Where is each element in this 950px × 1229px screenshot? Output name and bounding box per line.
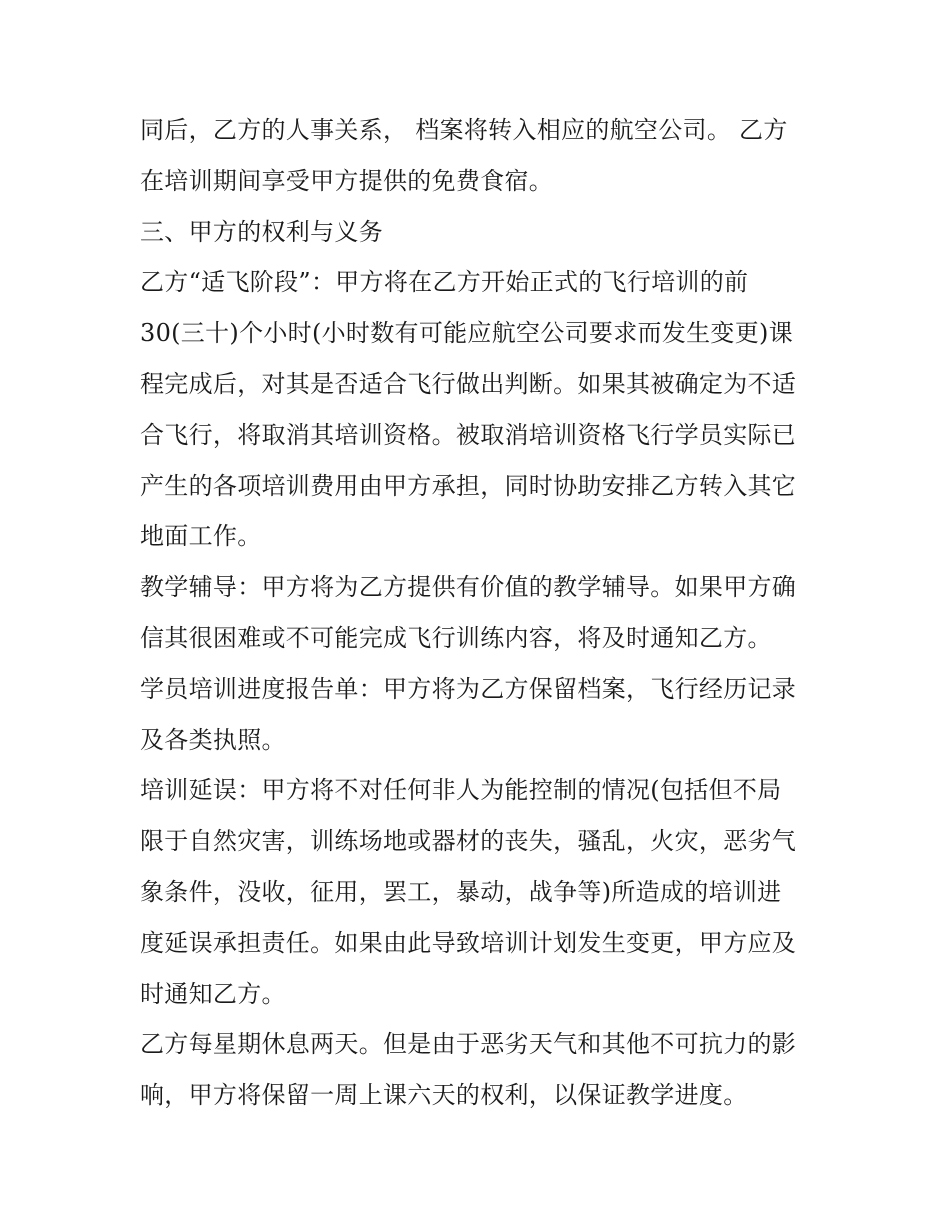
- text-line: 30(三十)个小时(小时数有可能应航空公司要求而发生变更)课: [140, 319, 793, 348]
- text-line: 限于自然灾害，训练场地或器材的丧失，骚乱，火灾，恶劣气: [140, 827, 797, 856]
- text-line: 度延误承担责任。如果由此导致培训计划发生变更，甲方应及: [140, 928, 797, 957]
- text-line: 程完成后，对其是否适合飞行做出判断。如果其被确定为不适: [140, 369, 797, 398]
- document-body: [140, 105, 820, 1121]
- text-line: 及各类执照。: [140, 725, 286, 754]
- text-line: 乙方“适飞阶段”：甲方将在乙方开始正式的飞行培训的前: [140, 268, 749, 297]
- text-line: 教学辅导：甲方将为乙方提供有价值的教学辅导。如果甲方确: [140, 573, 797, 602]
- text-line: 时通知乙方。: [140, 979, 286, 1008]
- text-line: 同后，乙方的人事关系， 档案将转入相应的航空公司。 乙方: [140, 116, 788, 144]
- text-line: 响，甲方将保留一周上课六天的权利，以保证教学进度。: [140, 1081, 748, 1110]
- text-line: 信其很困难或不可能完成飞行训练内容，将及时通知乙方。: [140, 623, 772, 652]
- section-heading: 三、甲方的权利与义务: [140, 217, 383, 246]
- text-line: 培训延误：甲方将不对任何非人为能控制的情况(包括但不局: [140, 776, 782, 805]
- text-line: 产生的各项培训费用由甲方承担，同时协助安排乙方转入其它: [140, 471, 797, 500]
- text-line: 象条件，没收，征用，罢工，暴动，战争等)所造成的培训进: [140, 877, 782, 906]
- text-line: 乙方每星期休息两天。但是由于恶劣天气和其他不可抗力的影: [140, 1030, 797, 1059]
- text-line: 在培训期间享受甲方提供的免费食宿。: [140, 166, 554, 195]
- text-line: 学员培训进度报告单：甲方将为乙方保留档案，飞行经历记录: [140, 674, 797, 703]
- text-line: 地面工作。: [140, 522, 262, 551]
- text-line: 合飞行，将取消其培训资格。被取消培训资格飞行学员实际已: [140, 420, 797, 449]
